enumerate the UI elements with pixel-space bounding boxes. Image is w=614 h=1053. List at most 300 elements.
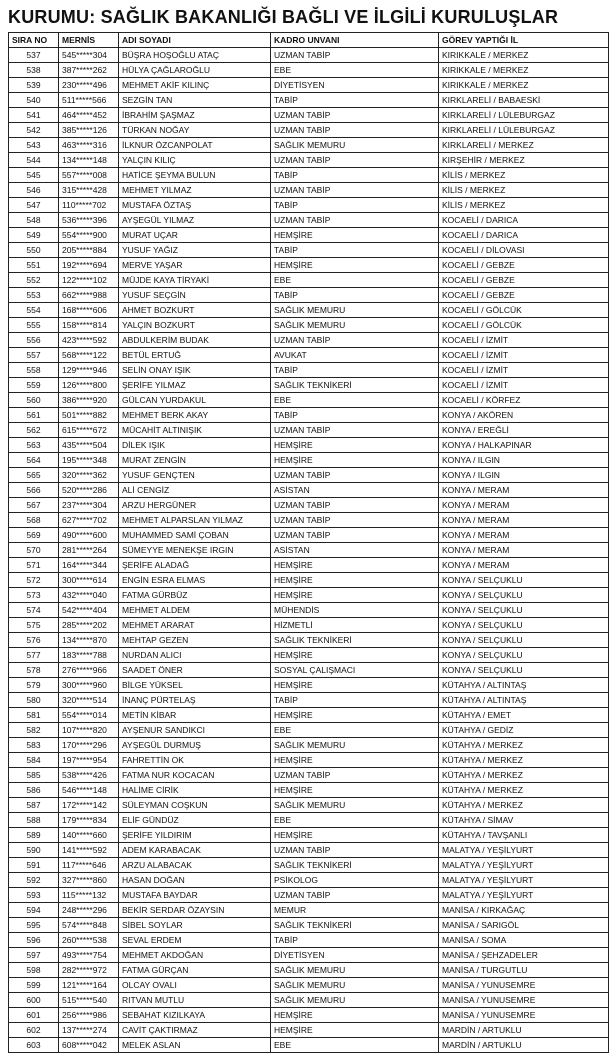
cell-mernis: 183*****788: [59, 648, 119, 663]
cell-kadro-unvani: SAĞLIK TEKNİKERİ: [271, 378, 439, 393]
cell-mernis: 464*****452: [59, 108, 119, 123]
cell-sira-no: 540: [9, 93, 59, 108]
cell-kadro-unvani: UZMAN TABİP: [271, 843, 439, 858]
cell-mernis: 501*****882: [59, 408, 119, 423]
cell-mernis: 542*****404: [59, 603, 119, 618]
cell-mernis: 121*****164: [59, 978, 119, 993]
cell-gorev-yaptigi-il: KIRKLARELİ / LÜLEBURGAZ: [439, 108, 609, 123]
cell-mernis: 107*****820: [59, 723, 119, 738]
cell-mernis: 115*****132: [59, 888, 119, 903]
table-header-row: [9, 33, 609, 48]
cell-gorev-yaptigi-il: KOCAELİ / GEBZE: [439, 258, 609, 273]
cell-kadro-unvani: UZMAN TABİP: [271, 108, 439, 123]
cell-adi-soyadi: SAADET ÖNER: [119, 663, 271, 678]
cell-sira-no: 557: [9, 348, 59, 363]
table-row: [9, 363, 609, 378]
cell-kadro-unvani: HEMŞİRE: [271, 438, 439, 453]
cell-kadro-unvani: MÜHENDİS: [271, 603, 439, 618]
cell-adi-soyadi: MEHMET ALPARSLAN YILMAZ: [119, 513, 271, 528]
table-row: [9, 48, 609, 63]
cell-kadro-unvani: SOSYAL ÇALIŞMACI: [271, 663, 439, 678]
cell-adi-soyadi: HASAN DOĞAN: [119, 873, 271, 888]
cell-adi-soyadi: SELİN ONAY IŞIK: [119, 363, 271, 378]
cell-kadro-unvani: TABİP: [271, 363, 439, 378]
cell-sira-no: 560: [9, 393, 59, 408]
table-row: [9, 723, 609, 738]
cell-sira-no: 577: [9, 648, 59, 663]
cell-sira-no: 580: [9, 693, 59, 708]
cell-mernis: 141*****592: [59, 843, 119, 858]
cell-gorev-yaptigi-il: MANİSA / ŞEHZADELER: [439, 948, 609, 963]
cell-mernis: 387*****262: [59, 63, 119, 78]
cell-kadro-unvani: SAĞLIK TEKNİKERİ: [271, 633, 439, 648]
cell-sira-no: 570: [9, 543, 59, 558]
table-row: [9, 603, 609, 618]
cell-kadro-unvani: UZMAN TABİP: [271, 48, 439, 63]
cell-adi-soyadi: FATMA GÜRÇAN: [119, 963, 271, 978]
cell-adi-soyadi: MEHMET ALDEM: [119, 603, 271, 618]
table-row: [9, 1023, 609, 1038]
cell-kadro-unvani: HEMŞİRE: [271, 678, 439, 693]
cell-adi-soyadi: MEHMET AKDOĞAN: [119, 948, 271, 963]
cell-kadro-unvani: HEMŞİRE: [271, 708, 439, 723]
cell-kadro-unvani: UZMAN TABİP: [271, 468, 439, 483]
cell-adi-soyadi: YALÇIN KILIÇ: [119, 153, 271, 168]
cell-sira-no: 583: [9, 738, 59, 753]
cell-sira-no: 593: [9, 888, 59, 903]
cell-mernis: 110*****702: [59, 198, 119, 213]
cell-adi-soyadi: AHMET BOZKURT: [119, 303, 271, 318]
cell-gorev-yaptigi-il: KOCAELİ / GÖLCÜK: [439, 318, 609, 333]
cell-sira-no: 556: [9, 333, 59, 348]
cell-kadro-unvani: UZMAN TABİP: [271, 498, 439, 513]
cell-adi-soyadi: SEVAL ERDEM: [119, 933, 271, 948]
cell-sira-no: 581: [9, 708, 59, 723]
table-row: [9, 1038, 609, 1053]
cell-kadro-unvani: DİYETİSYEN: [271, 78, 439, 93]
cell-sira-no: 562: [9, 423, 59, 438]
cell-adi-soyadi: TÜRKAN NOĞAY: [119, 123, 271, 138]
cell-kadro-unvani: MEMUR: [271, 903, 439, 918]
cell-adi-soyadi: ŞERİFE YILMAZ: [119, 378, 271, 393]
cell-sira-no: 600: [9, 993, 59, 1008]
cell-kadro-unvani: SAĞLIK MEMURU: [271, 303, 439, 318]
cell-adi-soyadi: YUSUF YAĞIZ: [119, 243, 271, 258]
cell-kadro-unvani: EBE: [271, 1038, 439, 1053]
cell-gorev-yaptigi-il: KOCAELİ / GEBZE: [439, 288, 609, 303]
cell-mernis: 463*****316: [59, 138, 119, 153]
cell-gorev-yaptigi-il: KOCAELİ / İZMİT: [439, 363, 609, 378]
cell-sira-no: 559: [9, 378, 59, 393]
cell-sira-no: 549: [9, 228, 59, 243]
table-row: [9, 63, 609, 78]
cell-adi-soyadi: BÜŞRA HOŞOĞLU ATAÇ: [119, 48, 271, 63]
cell-mernis: 168*****606: [59, 303, 119, 318]
table-row: [9, 303, 609, 318]
cell-mernis: 300*****960: [59, 678, 119, 693]
cell-adi-soyadi: RITVAN MUTLU: [119, 993, 271, 1008]
table-row: [9, 78, 609, 93]
cell-sira-no: 585: [9, 768, 59, 783]
cell-mernis: 282*****972: [59, 963, 119, 978]
cell-mernis: 195*****348: [59, 453, 119, 468]
table-row: [9, 288, 609, 303]
cell-sira-no: 586: [9, 783, 59, 798]
cell-kadro-unvani: UZMAN TABİP: [271, 153, 439, 168]
cell-mernis: 260*****538: [59, 933, 119, 948]
cell-mernis: 248*****296: [59, 903, 119, 918]
cell-mernis: 192*****694: [59, 258, 119, 273]
cell-kadro-unvani: HEMŞİRE: [271, 1008, 439, 1023]
cell-gorev-yaptigi-il: KÜTAHYA / MERKEZ: [439, 798, 609, 813]
table-row: [9, 843, 609, 858]
cell-kadro-unvani: UZMAN TABİP: [271, 513, 439, 528]
cell-sira-no: 588: [9, 813, 59, 828]
cell-adi-soyadi: SEBAHAT KIZILKAYA: [119, 1008, 271, 1023]
cell-sira-no: 567: [9, 498, 59, 513]
cell-gorev-yaptigi-il: KONYA / MERAM: [439, 513, 609, 528]
table-row: [9, 198, 609, 213]
cell-kadro-unvani: AVUKAT: [271, 348, 439, 363]
cell-gorev-yaptigi-il: KONYA / SELÇUKLU: [439, 633, 609, 648]
cell-gorev-yaptigi-il: KÜTAHYA / MERKEZ: [439, 738, 609, 753]
cell-gorev-yaptigi-il: KONYA / MERAM: [439, 558, 609, 573]
cell-mernis: 608*****042: [59, 1038, 119, 1053]
table-row: [9, 768, 609, 783]
cell-adi-soyadi: AYŞEGÜL DURMUŞ: [119, 738, 271, 753]
cell-gorev-yaptigi-il: KOCAELİ / DİLOVASI: [439, 243, 609, 258]
cell-adi-soyadi: SÜMEYYE MENEKŞE IRGIN: [119, 543, 271, 558]
cell-sira-no: 599: [9, 978, 59, 993]
cell-adi-soyadi: MELEK ASLAN: [119, 1038, 271, 1053]
cell-mernis: 557*****008: [59, 168, 119, 183]
cell-mernis: 179*****834: [59, 813, 119, 828]
column-header-kadro-unvani: KADRO UNVANI: [271, 33, 439, 48]
cell-gorev-yaptigi-il: KONYA / SELÇUKLU: [439, 618, 609, 633]
table-row: [9, 948, 609, 963]
cell-adi-soyadi: MUSTAFA BAYDAR: [119, 888, 271, 903]
cell-sira-no: 544: [9, 153, 59, 168]
cell-gorev-yaptigi-il: KOCAELİ / GÖLCÜK: [439, 303, 609, 318]
cell-kadro-unvani: TABİP: [271, 933, 439, 948]
cell-mernis: 615*****672: [59, 423, 119, 438]
cell-adi-soyadi: MUHAMMED SAMİ ÇOBAN: [119, 528, 271, 543]
cell-sira-no: 555: [9, 318, 59, 333]
cell-adi-soyadi: MEHMET BERK AKAY: [119, 408, 271, 423]
table-row: [9, 978, 609, 993]
cell-sira-no: 553: [9, 288, 59, 303]
cell-adi-soyadi: ABDULKERİM BUDAK: [119, 333, 271, 348]
cell-mernis: 197*****954: [59, 753, 119, 768]
cell-kadro-unvani: UZMAN TABİP: [271, 888, 439, 903]
cell-mernis: 536*****396: [59, 213, 119, 228]
cell-sira-no: 569: [9, 528, 59, 543]
cell-kadro-unvani: EBE: [271, 813, 439, 828]
cell-kadro-unvani: UZMAN TABİP: [271, 423, 439, 438]
cell-sira-no: 576: [9, 633, 59, 648]
personnel-table: [8, 32, 609, 1053]
table-row: [9, 483, 609, 498]
cell-gorev-yaptigi-il: KIRKLARELİ / MERKEZ: [439, 138, 609, 153]
cell-kadro-unvani: EBE: [271, 273, 439, 288]
cell-kadro-unvani: TABİP: [271, 408, 439, 423]
cell-adi-soyadi: HÜLYA ÇAĞLAROĞLU: [119, 63, 271, 78]
cell-kadro-unvani: EBE: [271, 63, 439, 78]
cell-adi-soyadi: SİBEL SOYLAR: [119, 918, 271, 933]
table-row: [9, 468, 609, 483]
cell-adi-soyadi: ALİ CENGİZ: [119, 483, 271, 498]
cell-adi-soyadi: ENGİN ESRA ELMAS: [119, 573, 271, 588]
cell-mernis: 554*****900: [59, 228, 119, 243]
table-row: [9, 588, 609, 603]
table-row: [9, 648, 609, 663]
cell-adi-soyadi: ŞERİFE ALADAĞ: [119, 558, 271, 573]
cell-gorev-yaptigi-il: MANİSA / YUNUSEMRE: [439, 993, 609, 1008]
table-row: [9, 933, 609, 948]
cell-gorev-yaptigi-il: KOCAELİ / İZMİT: [439, 348, 609, 363]
cell-gorev-yaptigi-il: KIRKLARELİ / LÜLEBURGAZ: [439, 123, 609, 138]
cell-kadro-unvani: UZMAN TABİP: [271, 528, 439, 543]
cell-gorev-yaptigi-il: MANİSA / YUNUSEMRE: [439, 1008, 609, 1023]
cell-kadro-unvani: PSİKOLOG: [271, 873, 439, 888]
cell-sira-no: 558: [9, 363, 59, 378]
cell-sira-no: 539: [9, 78, 59, 93]
cell-gorev-yaptigi-il: KIRŞEHİR / MERKEZ: [439, 153, 609, 168]
cell-sira-no: 601: [9, 1008, 59, 1023]
cell-sira-no: 565: [9, 468, 59, 483]
cell-gorev-yaptigi-il: KIRKLARELİ / BABAESKİ: [439, 93, 609, 108]
cell-kadro-unvani: HEMŞİRE: [271, 588, 439, 603]
cell-adi-soyadi: OLCAY OVALI: [119, 978, 271, 993]
cell-sira-no: 582: [9, 723, 59, 738]
cell-kadro-unvani: SAĞLIK MEMURU: [271, 978, 439, 993]
table-row: [9, 438, 609, 453]
table-row: [9, 513, 609, 528]
cell-kadro-unvani: TABİP: [271, 168, 439, 183]
cell-sira-no: 574: [9, 603, 59, 618]
cell-gorev-yaptigi-il: KİLİS / MERKEZ: [439, 198, 609, 213]
cell-kadro-unvani: HEMŞİRE: [271, 258, 439, 273]
cell-sira-no: 591: [9, 858, 59, 873]
table-row: [9, 453, 609, 468]
cell-gorev-yaptigi-il: KIRIKKALE / MERKEZ: [439, 63, 609, 78]
cell-adi-soyadi: MÜCAHİT ALTINIŞIK: [119, 423, 271, 438]
cell-mernis: 230*****496: [59, 78, 119, 93]
cell-gorev-yaptigi-il: KONYA / SELÇUKLU: [439, 663, 609, 678]
cell-kadro-unvani: HEMŞİRE: [271, 828, 439, 843]
table-row: [9, 783, 609, 798]
cell-gorev-yaptigi-il: KÜTAHYA / TAVŞANLI: [439, 828, 609, 843]
cell-sira-no: 552: [9, 273, 59, 288]
cell-mernis: 490*****600: [59, 528, 119, 543]
cell-adi-soyadi: ŞERİFE YILDIRIM: [119, 828, 271, 843]
cell-sira-no: 587: [9, 798, 59, 813]
cell-adi-soyadi: BİLGE YÜKSEL: [119, 678, 271, 693]
cell-gorev-yaptigi-il: KÜTAHYA / ALTINTAŞ: [439, 693, 609, 708]
cell-mernis: 134*****870: [59, 633, 119, 648]
table-row: [9, 228, 609, 243]
cell-gorev-yaptigi-il: KİLİS / MERKEZ: [439, 168, 609, 183]
cell-mernis: 574*****848: [59, 918, 119, 933]
cell-sira-no: 579: [9, 678, 59, 693]
cell-kadro-unvani: SAĞLIK MEMURU: [271, 798, 439, 813]
cell-kadro-unvani: UZMAN TABİP: [271, 213, 439, 228]
cell-gorev-yaptigi-il: KÜTAHYA / MERKEZ: [439, 783, 609, 798]
cell-sira-no: 564: [9, 453, 59, 468]
table-row: [9, 858, 609, 873]
cell-sira-no: 594: [9, 903, 59, 918]
cell-sira-no: 598: [9, 963, 59, 978]
cell-mernis: 281*****264: [59, 543, 119, 558]
cell-gorev-yaptigi-il: KÜTAHYA / ALTINTAŞ: [439, 678, 609, 693]
table-row: [9, 558, 609, 573]
cell-mernis: 137*****274: [59, 1023, 119, 1038]
cell-mernis: 126*****800: [59, 378, 119, 393]
cell-sira-no: 551: [9, 258, 59, 273]
cell-gorev-yaptigi-il: MANİSA / SOMA: [439, 933, 609, 948]
cell-mernis: 205*****884: [59, 243, 119, 258]
cell-mernis: 568*****122: [59, 348, 119, 363]
cell-mernis: 134*****148: [59, 153, 119, 168]
cell-sira-no: 554: [9, 303, 59, 318]
table-row: [9, 813, 609, 828]
cell-sira-no: 572: [9, 573, 59, 588]
cell-kadro-unvani: HEMŞİRE: [271, 648, 439, 663]
cell-sira-no: 542: [9, 123, 59, 138]
cell-kadro-unvani: SAĞLIK MEMURU: [271, 963, 439, 978]
table-row: [9, 963, 609, 978]
cell-gorev-yaptigi-il: KONYA / ILGIN: [439, 468, 609, 483]
cell-mernis: 493*****754: [59, 948, 119, 963]
cell-gorev-yaptigi-il: KÜTAHYA / MERKEZ: [439, 768, 609, 783]
cell-sira-no: 550: [9, 243, 59, 258]
cell-adi-soyadi: YUSUF GENÇTEN: [119, 468, 271, 483]
cell-kadro-unvani: EBE: [271, 723, 439, 738]
cell-sira-no: 589: [9, 828, 59, 843]
cell-mernis: 320*****362: [59, 468, 119, 483]
cell-gorev-yaptigi-il: MALATYA / YEŞİLYURT: [439, 888, 609, 903]
table-row: [9, 258, 609, 273]
cell-adi-soyadi: ADEM KARABACAK: [119, 843, 271, 858]
cell-mernis: 320*****514: [59, 693, 119, 708]
cell-adi-soyadi: METİN KİBAR: [119, 708, 271, 723]
cell-gorev-yaptigi-il: MALATYA / YEŞİLYURT: [439, 843, 609, 858]
cell-kadro-unvani: ASİSTAN: [271, 483, 439, 498]
cell-sira-no: 547: [9, 198, 59, 213]
table-row: [9, 873, 609, 888]
cell-gorev-yaptigi-il: MANİSA / YUNUSEMRE: [439, 978, 609, 993]
cell-sira-no: 595: [9, 918, 59, 933]
cell-mernis: 662*****988: [59, 288, 119, 303]
table-row: [9, 543, 609, 558]
cell-kadro-unvani: SAĞLIK MEMURU: [271, 138, 439, 153]
cell-adi-soyadi: HALİME CİRİK: [119, 783, 271, 798]
cell-gorev-yaptigi-il: KOCAELİ / DARICA: [439, 213, 609, 228]
table-row: [9, 1008, 609, 1023]
cell-gorev-yaptigi-il: KÜTAHYA / MERKEZ: [439, 753, 609, 768]
cell-adi-soyadi: MEHMET ARARAT: [119, 618, 271, 633]
cell-mernis: 256*****986: [59, 1008, 119, 1023]
table-row: [9, 333, 609, 348]
table-row: [9, 903, 609, 918]
cell-sira-no: 578: [9, 663, 59, 678]
table-row: [9, 378, 609, 393]
cell-adi-soyadi: SEZGİN TAN: [119, 93, 271, 108]
cell-gorev-yaptigi-il: MARDİN / ARTUKLU: [439, 1023, 609, 1038]
cell-sira-no: 602: [9, 1023, 59, 1038]
cell-adi-soyadi: MÜJDE KAYA TİRYAKİ: [119, 273, 271, 288]
table-row: [9, 678, 609, 693]
cell-gorev-yaptigi-il: MANİSA / TURGUTLU: [439, 963, 609, 978]
cell-sira-no: 590: [9, 843, 59, 858]
cell-sira-no: 596: [9, 933, 59, 948]
cell-mernis: 554*****014: [59, 708, 119, 723]
column-header-sira-no: SIRA NO: [9, 33, 59, 48]
cell-adi-soyadi: ARZU ALABACAK: [119, 858, 271, 873]
table-row: [9, 753, 609, 768]
cell-sira-no: 566: [9, 483, 59, 498]
cell-mernis: 300*****614: [59, 573, 119, 588]
cell-kadro-unvani: HEMŞİRE: [271, 1023, 439, 1038]
cell-kadro-unvani: HEMŞİRE: [271, 228, 439, 243]
cell-sira-no: 541: [9, 108, 59, 123]
cell-adi-soyadi: NURDAN ALICI: [119, 648, 271, 663]
cell-kadro-unvani: HEMŞİRE: [271, 453, 439, 468]
cell-gorev-yaptigi-il: MARDİN / ARTUKLU: [439, 1038, 609, 1053]
cell-adi-soyadi: YUSUF SEÇGİN: [119, 288, 271, 303]
cell-mernis: 140*****660: [59, 828, 119, 843]
table-row: [9, 213, 609, 228]
page-title: KURUMU: SAĞLIK BAKANLIĞI BAĞLI VE İLGİLİ KURULUŞLAR: [8, 7, 559, 27]
table-row: [9, 273, 609, 288]
cell-mernis: 276*****966: [59, 663, 119, 678]
column-header-adi-soyadi: ADI SOYADI: [119, 33, 271, 48]
table-row: [9, 138, 609, 153]
cell-mernis: 285*****202: [59, 618, 119, 633]
cell-sira-no: 592: [9, 873, 59, 888]
cell-kadro-unvani: EBE: [271, 393, 439, 408]
cell-adi-soyadi: BEKİR SERDAR ÖZAYSIN: [119, 903, 271, 918]
cell-adi-soyadi: FATMA GÜRBÜZ: [119, 588, 271, 603]
column-header-gorev-yaptigi-il: GÖREV YAPTIĞI İL: [439, 33, 609, 48]
cell-gorev-yaptigi-il: KIRIKKALE / MERKEZ: [439, 78, 609, 93]
cell-mernis: 129*****946: [59, 363, 119, 378]
cell-mernis: 237*****304: [59, 498, 119, 513]
cell-kadro-unvani: TABİP: [271, 198, 439, 213]
table-row: [9, 663, 609, 678]
cell-kadro-unvani: TABİP: [271, 288, 439, 303]
cell-mernis: 172*****142: [59, 798, 119, 813]
cell-adi-soyadi: MEHMET YILMAZ: [119, 183, 271, 198]
cell-gorev-yaptigi-il: KONYA / HALKAPINAR: [439, 438, 609, 453]
cell-kadro-unvani: SAĞLIK TEKNİKERİ: [271, 858, 439, 873]
cell-gorev-yaptigi-il: KONYA / SELÇUKLU: [439, 648, 609, 663]
table-row: [9, 393, 609, 408]
cell-gorev-yaptigi-il: KİLİS / MERKEZ: [439, 183, 609, 198]
cell-sira-no: 603: [9, 1038, 59, 1053]
table-row: [9, 168, 609, 183]
cell-adi-soyadi: CAVİT ÇAKTIRMAZ: [119, 1023, 271, 1038]
cell-kadro-unvani: UZMAN TABİP: [271, 123, 439, 138]
cell-adi-soyadi: MURAT UÇAR: [119, 228, 271, 243]
cell-mernis: 538*****426: [59, 768, 119, 783]
table-row: [9, 423, 609, 438]
cell-adi-soyadi: İBRAHİM ŞAŞMAZ: [119, 108, 271, 123]
table-row: [9, 123, 609, 138]
table-row: [9, 183, 609, 198]
cell-gorev-yaptigi-il: KONYA / MERAM: [439, 498, 609, 513]
table-row: [9, 93, 609, 108]
